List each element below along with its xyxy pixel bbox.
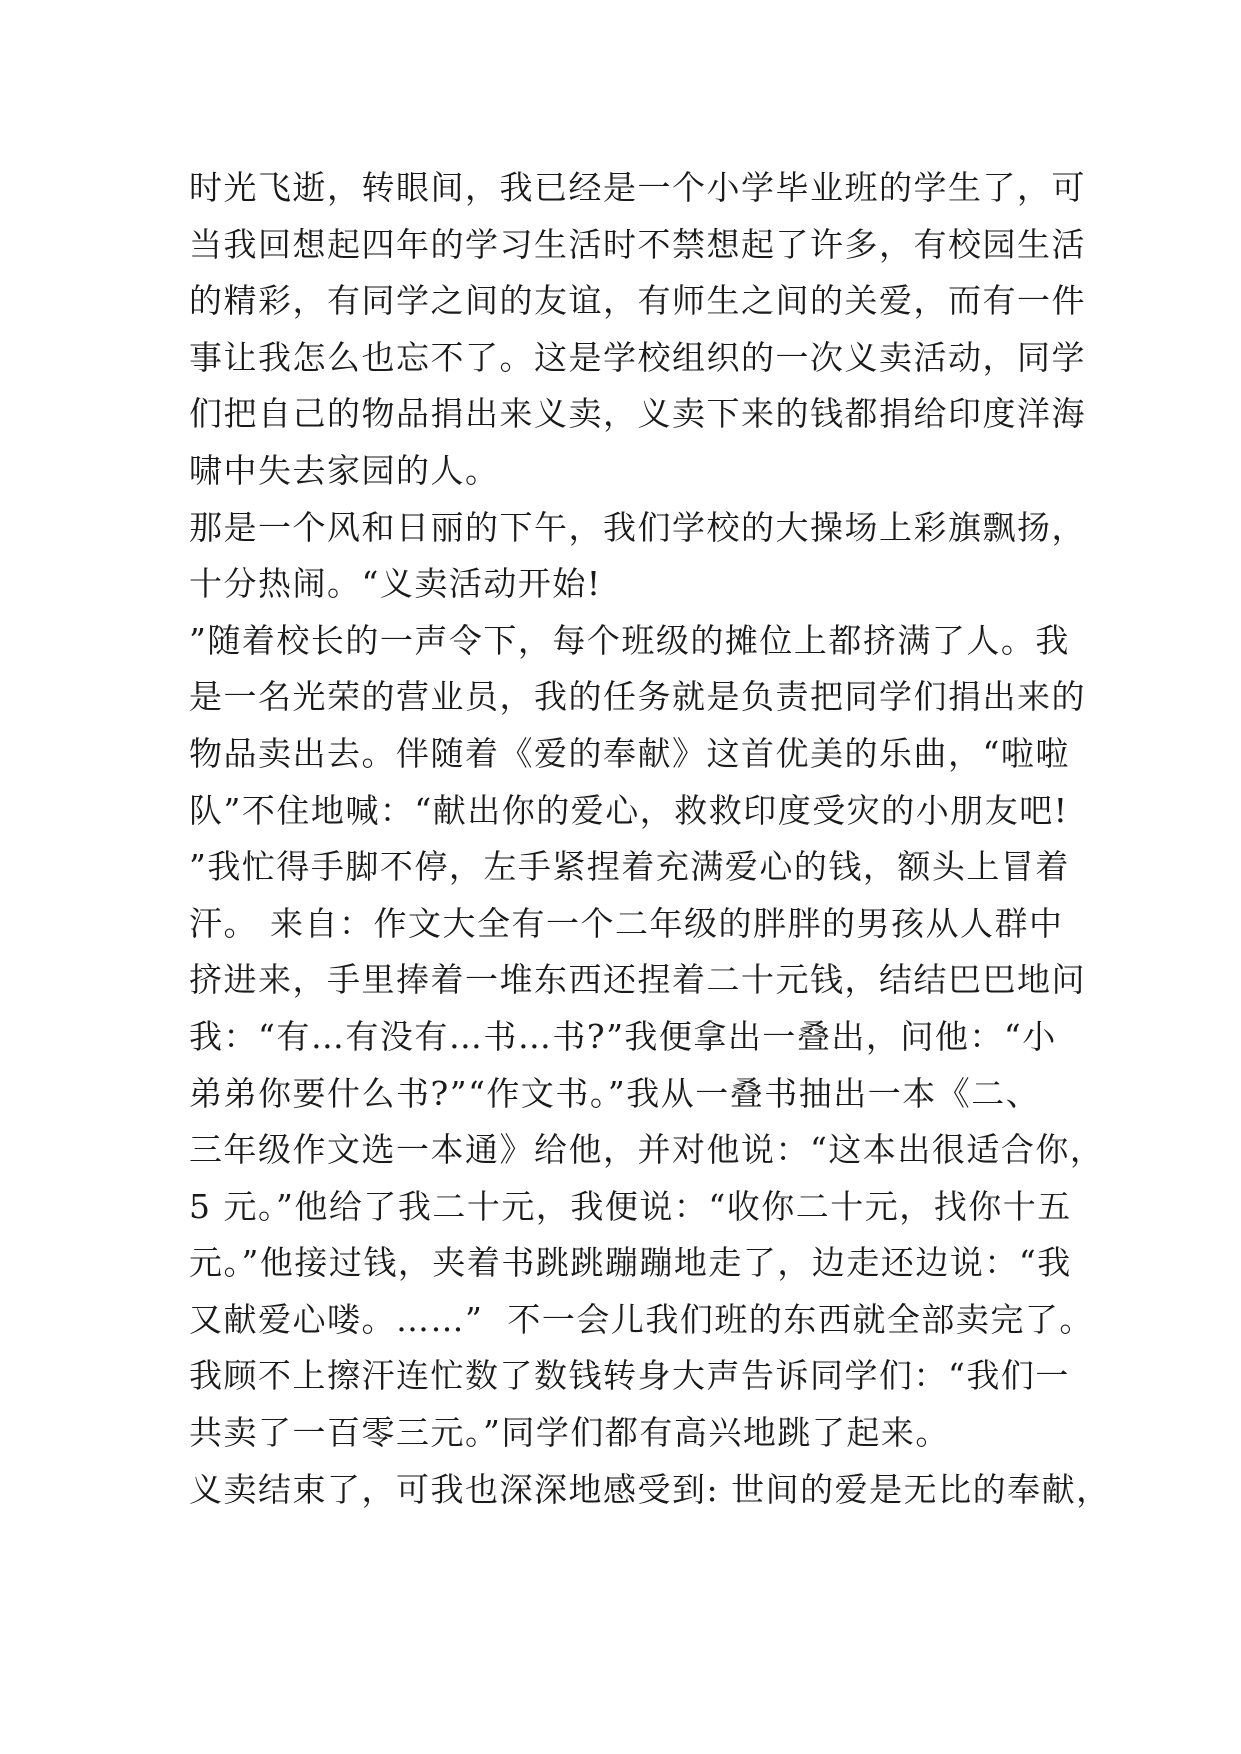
text-line: 弟弟你要什么书?”“作文书。”我从一叠书抽出一本《二、 (189, 1073, 1041, 1113)
text-line: 又献爱心喽。……” 不一会儿我们班的东西就全部卖完了。 (189, 1299, 1094, 1339)
text-line: 事让我怎么也忘不了。这是学校组织的一次义卖活动，同学 (189, 337, 1086, 377)
text-line: 义卖结束了，可我也深深地感受到: 世间的爱是无比的奉献， (189, 1469, 1111, 1509)
text-line: 是一名光荣的营业员，我的任务就是负责把同学们捐出来的 (189, 677, 1086, 717)
text-line: 共卖了一百零三元。”同学们都有高兴地跳了起来。 (189, 1413, 950, 1453)
text-line: 5 元。”他给了我二十元，我便说：“收你二十元，找你十五 (189, 1186, 1072, 1226)
text-line: 元。”他接过钱，夹着书跳跳蹦蹦地走了，边走还边说：“我 (189, 1243, 1072, 1283)
text-line: 队”不住地喊：“献出你的爱心，救救印度受灾的小朋友吧! (189, 790, 1069, 830)
text-line: 我顾不上擦汗连忙数了数钱转身大声告诉同学们：“我们一 (189, 1356, 1070, 1396)
text-line: 啸中失去家园的人。 (189, 450, 500, 490)
text-line: 当我回想起四年的学习生活时不禁想起了许多，有校园生活 (189, 224, 1086, 264)
text-line: 们把自己的物品捐出来义卖，义卖下来的钱都捐给印度洋海 (189, 394, 1086, 434)
essay-body (189, 160, 1111, 1518)
text-line: 的精彩，有同学之间的友谊，有师生之间的关爱，而有一件 (189, 281, 1086, 321)
text-line: 我：“有…有没有…书…书?”我便拿出一叠出，问他：“小 (189, 1016, 1057, 1056)
text-line: ”随着校长的一声令下，每个班级的摊位上都挤满了人。我 (189, 620, 1070, 660)
text-line: 那是一个风和日丽的下午，我们学校的大操场上彩旗飘扬， (189, 507, 1086, 547)
text-line: 挤进来，手里捧着一堆东西还捏着二十元钱，结结巴巴地问 (189, 960, 1086, 1000)
text-line: 十分热闹。“义卖活动开始! (189, 564, 602, 604)
text-line: 时光飞逝，转眼间，我已经是一个小学毕业班的学生了，可 (189, 168, 1086, 207)
text-line: 三年级作文选一本通》给他，并对他说：“这本出很适合你， (189, 1130, 1105, 1170)
text-line: 物品卖出去。伴随着《爱的奉献》这首优美的乐曲，“啦啦 (189, 733, 1070, 773)
text-line: 汗。 来自：作文大全有一个二年级的胖胖的男孩从人群中 (189, 903, 1064, 943)
text-line: ”我忙得手脚不停，左手紧捏着充满爱心的钱，额头上冒着 (189, 847, 1070, 887)
